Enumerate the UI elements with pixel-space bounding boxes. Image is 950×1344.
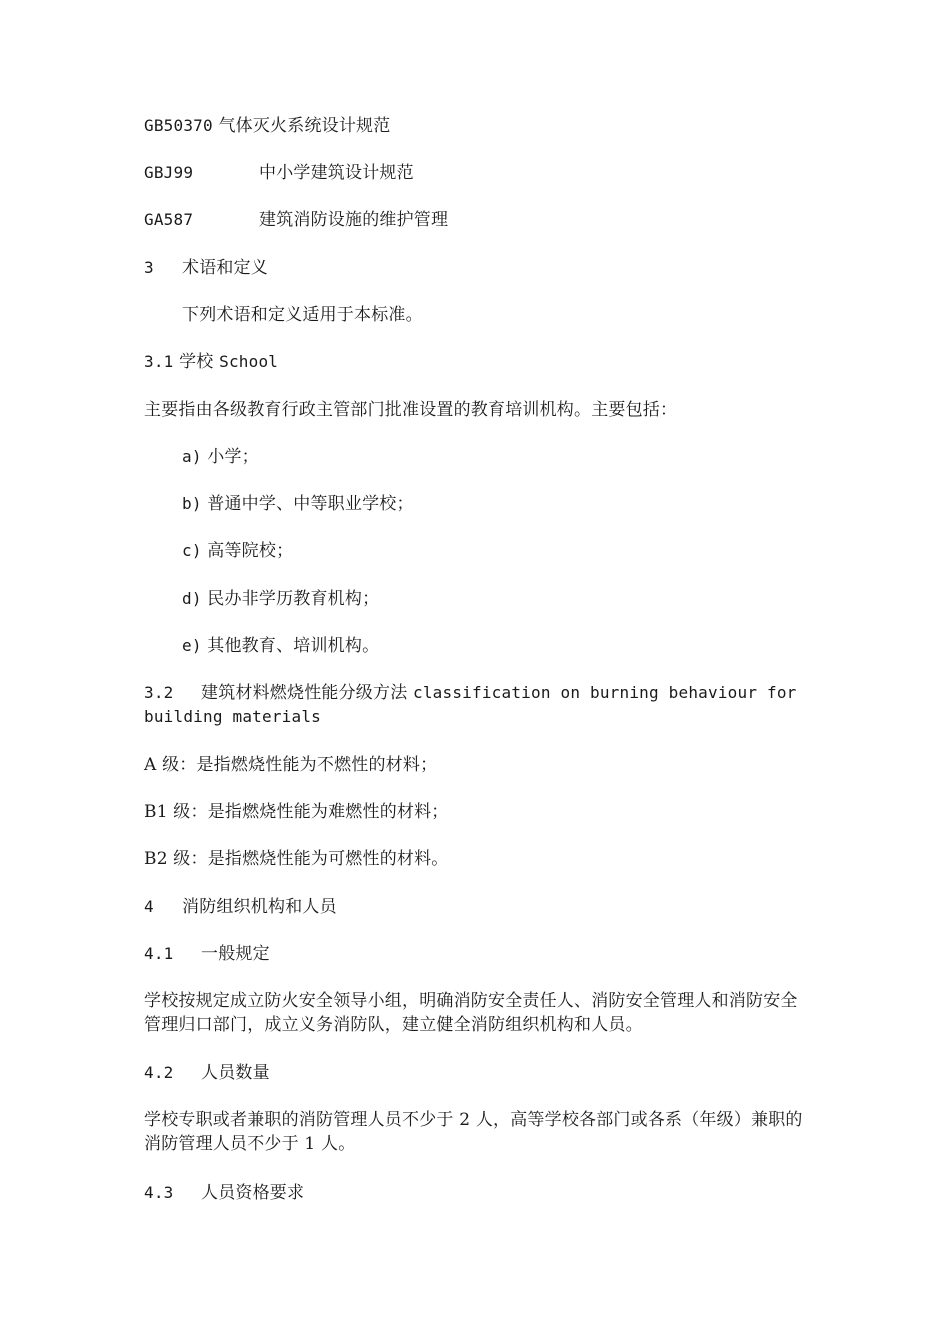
list-item-label: b) bbox=[182, 494, 202, 513]
list-item-label: d) bbox=[182, 589, 202, 608]
list-item bbox=[182, 445, 852, 469]
subsection-title: 建筑材料燃烧性能分级方法 bbox=[201, 683, 408, 703]
list-item-text: 民办非学历教育机构； bbox=[207, 589, 380, 609]
list-item-text: 普通中学、中等职业学校； bbox=[207, 494, 414, 514]
list-item bbox=[182, 634, 852, 658]
subsection-english-title: School bbox=[219, 352, 279, 371]
paragraph: 主要指由各级教育行政主管部门批准设置的教育培训机构。主要包括： bbox=[144, 400, 678, 420]
subsection-title: 学校 bbox=[179, 352, 214, 372]
paragraph: 学校按规定成立防火安全领导小组，明确消防安全责任人、消防安全管理人和消防安全管理归口部门，成立义务消防队，建立健全消防组织机构和人员。 bbox=[144, 991, 798, 1035]
reference-code: GA587 bbox=[144, 210, 194, 229]
section-title: 消防组织机构和人员 bbox=[182, 897, 337, 917]
reference-code: GB50370 bbox=[144, 116, 213, 135]
paragraph: 学校专职或者兼职的消防管理人员不少于 2 人，高等学校各部门或各系（年级）兼职的消防管理人员不少于 1 人。 bbox=[144, 1110, 803, 1154]
subsection-heading bbox=[144, 350, 814, 374]
list-item-label: e) bbox=[182, 636, 202, 655]
subsection-heading bbox=[144, 942, 814, 966]
reference-line bbox=[144, 208, 814, 232]
list-item-text: 高等院校； bbox=[207, 541, 294, 561]
grade-line: A 级：是指燃烧性能为不燃性的材料； bbox=[144, 755, 438, 775]
subsection-number: 4.2 bbox=[144, 1063, 174, 1082]
list-item-label: c) bbox=[182, 541, 202, 560]
list-item bbox=[182, 587, 852, 611]
subsection-heading bbox=[144, 1181, 814, 1205]
section-number: 3 bbox=[144, 258, 154, 277]
reference-title: 中小学建筑设计规范 bbox=[259, 163, 414, 183]
subsection-title: 一般规定 bbox=[201, 944, 270, 964]
reference-title: 建筑消防设施的维护管理 bbox=[259, 210, 449, 230]
section-heading bbox=[144, 256, 814, 280]
reference-title: 气体灭火系统设计规范 bbox=[218, 116, 391, 136]
subsection-title: 人员数量 bbox=[201, 1063, 270, 1083]
subsection-number: 4.3 bbox=[144, 1183, 174, 1202]
list-item bbox=[182, 539, 852, 563]
subsection-number: 4.1 bbox=[144, 944, 174, 963]
subsection-english-title: classification on burning behaviour for building materials bbox=[144, 683, 797, 726]
section-intro: 下列术语和定义适用于本标准。 bbox=[182, 305, 423, 325]
reference-code: GBJ99 bbox=[144, 163, 194, 182]
subsection-number: 3.1 bbox=[144, 352, 174, 371]
grade-line: B2 级：是指燃烧性能为可燃性的材料。 bbox=[144, 849, 449, 869]
reference-line bbox=[144, 114, 814, 138]
list-item bbox=[182, 492, 852, 516]
subsection-title: 人员资格要求 bbox=[201, 1183, 305, 1203]
list-item-text: 小学； bbox=[207, 447, 259, 467]
subsection-heading bbox=[144, 1061, 814, 1085]
section-number: 4 bbox=[144, 897, 154, 916]
section-heading bbox=[144, 895, 814, 919]
grade-line: B1 级：是指燃烧性能为难燃性的材料； bbox=[144, 802, 449, 822]
list-item-text: 其他教育、培训机构。 bbox=[207, 636, 380, 656]
reference-line bbox=[144, 161, 814, 185]
subsection-number: 3.2 bbox=[144, 683, 174, 702]
list-item-label: a) bbox=[182, 447, 202, 466]
section-title: 术语和定义 bbox=[182, 258, 268, 278]
subsection-heading bbox=[144, 681, 814, 729]
